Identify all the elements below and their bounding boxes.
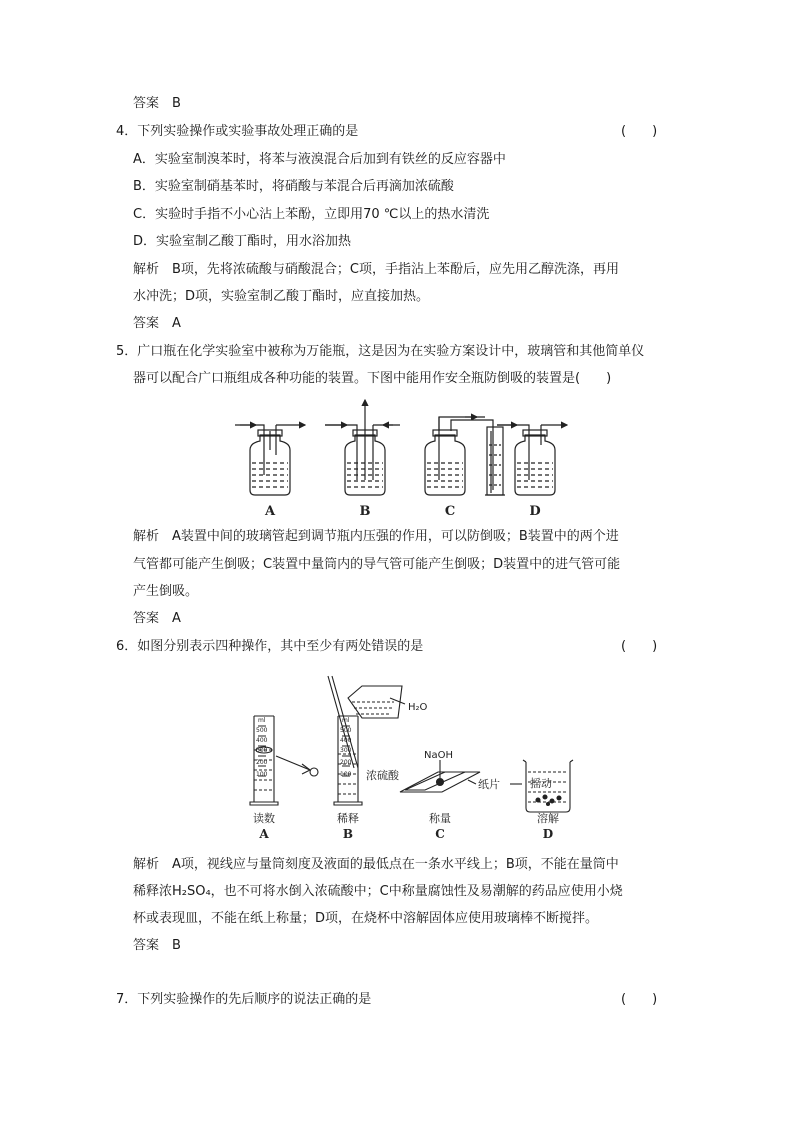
four-operations-diagram: [240, 672, 590, 842]
paper-label: 纸片: [478, 778, 500, 791]
wide-mouth-bottle-diagram: [230, 395, 570, 520]
q4-stem: 4．下列实验操作或实验事故处理正确的是: [116, 124, 359, 139]
cyl-b-tick-200: 200: [340, 759, 352, 766]
q7-bracket: ( ): [621, 992, 658, 1007]
weighing-paper-c: [400, 760, 480, 792]
acid-label: 浓硫酸: [366, 769, 399, 782]
letter-b: B: [342, 827, 354, 841]
q6-analysis-line2: 稀释浓H₂SO₄，也不可将水倒入浓硫酸中；C中称量腐蚀性及易潮解的药品应使用小烧: [133, 884, 623, 899]
bottle-a: [235, 425, 305, 495]
q7-stem: 7．下列实验操作的先后顺序的说法正确的是: [116, 992, 372, 1007]
cyl-b-tick-500: 500: [340, 727, 352, 734]
caption-d: 溶解: [537, 812, 559, 825]
q5-bottle-figure: [230, 395, 570, 520]
cyl-b-tick-400: 400: [340, 737, 352, 744]
caption-a: 读数: [253, 812, 275, 825]
q5-analysis-line3: 产生倒吸。: [133, 584, 199, 599]
letter-a: A: [259, 827, 269, 841]
shake-label: 摇动: [530, 777, 552, 790]
q6-analysis-line1: 解析 A项，视线应与量筒刻度及液面的最低点在一条水平线上；B项，不能在量筒中: [133, 857, 619, 872]
cyl-a-tick-400: 400: [256, 737, 268, 744]
bottle-label-d: D: [529, 504, 541, 519]
bottle-label-c: C: [444, 504, 456, 519]
bottle-label-b: B: [359, 504, 371, 519]
q4-option-d: D．实验室制乙酸丁酯时，用水浴加热: [133, 234, 352, 249]
water-label: H₂O: [408, 702, 428, 713]
naoh-label: NaOH: [424, 750, 453, 761]
q4-option-c: C．实验时手指不小心沾上苯酚，立即用70 ℃以上的热水清洗: [133, 207, 490, 222]
cyl-a-tick-ml: ml: [258, 717, 266, 724]
cyl-a-tick-200: 200: [256, 759, 268, 766]
q4-analysis-line2: 水冲洗；D项，实验室制乙酸丁酯时，应直接加热。: [133, 289, 430, 304]
letter-c: C: [435, 827, 445, 841]
cyl-a-tick-100: 100: [256, 771, 268, 778]
bottle-label-a: A: [264, 504, 276, 519]
bottle-c: [425, 417, 505, 495]
q5-answer: 答案 A: [133, 611, 181, 626]
caption-c: 称量: [429, 812, 451, 825]
q6-answer: 答案 B: [133, 938, 181, 953]
q3-answer: 答案 B: [133, 96, 181, 111]
q5-analysis-line1: 解析 A装置中间的玻璃管起到调节瓶内压强的作用，可以防倒吸；B装置中的两个进: [133, 529, 619, 544]
cyl-b-tick-100: 100: [340, 771, 352, 778]
q4-option-b: B．实验室制硝基苯时，将硝酸与苯混合后再滴加浓硫酸: [133, 179, 454, 194]
q4-option-a: A．实验室制溴苯时，将苯与液溴混合后加到有铁丝的反应容器中: [133, 152, 506, 167]
bottle-b: [325, 400, 400, 495]
q6-analysis-line3: 杯或表现皿，不能在纸上称量；D项，在烧杯中溶解固体应使用玻璃棒不断搅拌。: [133, 911, 599, 926]
q5-analysis-line2: 气管都可能产生倒吸；C装置中量筒内的导气管可能产生倒吸；D装置中的进气管可能: [133, 557, 621, 572]
q4-answer: 答案 A: [133, 316, 181, 331]
bottle-d: [497, 425, 567, 495]
cyl-b-tick-300: 300: [340, 747, 352, 754]
letter-d: D: [542, 827, 554, 841]
q6-stem: 6．如图分别表示四种操作，其中至少有两处错误的是: [116, 639, 424, 654]
q5-stem-line1: 5．广口瓶在化学实验室中被称为万能瓶，这是因为在实验方案设计中，玻璃管和其他简单仪: [116, 344, 645, 359]
cyl-a-tick-300: 300: [256, 747, 268, 754]
cyl-a-tick-500: 500: [256, 727, 268, 734]
q6-operations-figure: [240, 672, 590, 842]
q5-stem-line2: 器可以配合广口瓶组成各种功能的装置。下图中能用作安全瓶防倒吸的装置是( ): [133, 371, 612, 386]
q4-bracket: ( ): [621, 124, 658, 139]
caption-b: 稀释: [337, 812, 359, 825]
cyl-b-tick-ml: ml: [342, 717, 350, 724]
q6-bracket: ( ): [621, 639, 658, 654]
q4-analysis-line1: 解析 B项，先将浓硫酸与硝酸混合；C项，手指沾上苯酚后，应先用乙醇洗涤，再用: [133, 262, 619, 277]
